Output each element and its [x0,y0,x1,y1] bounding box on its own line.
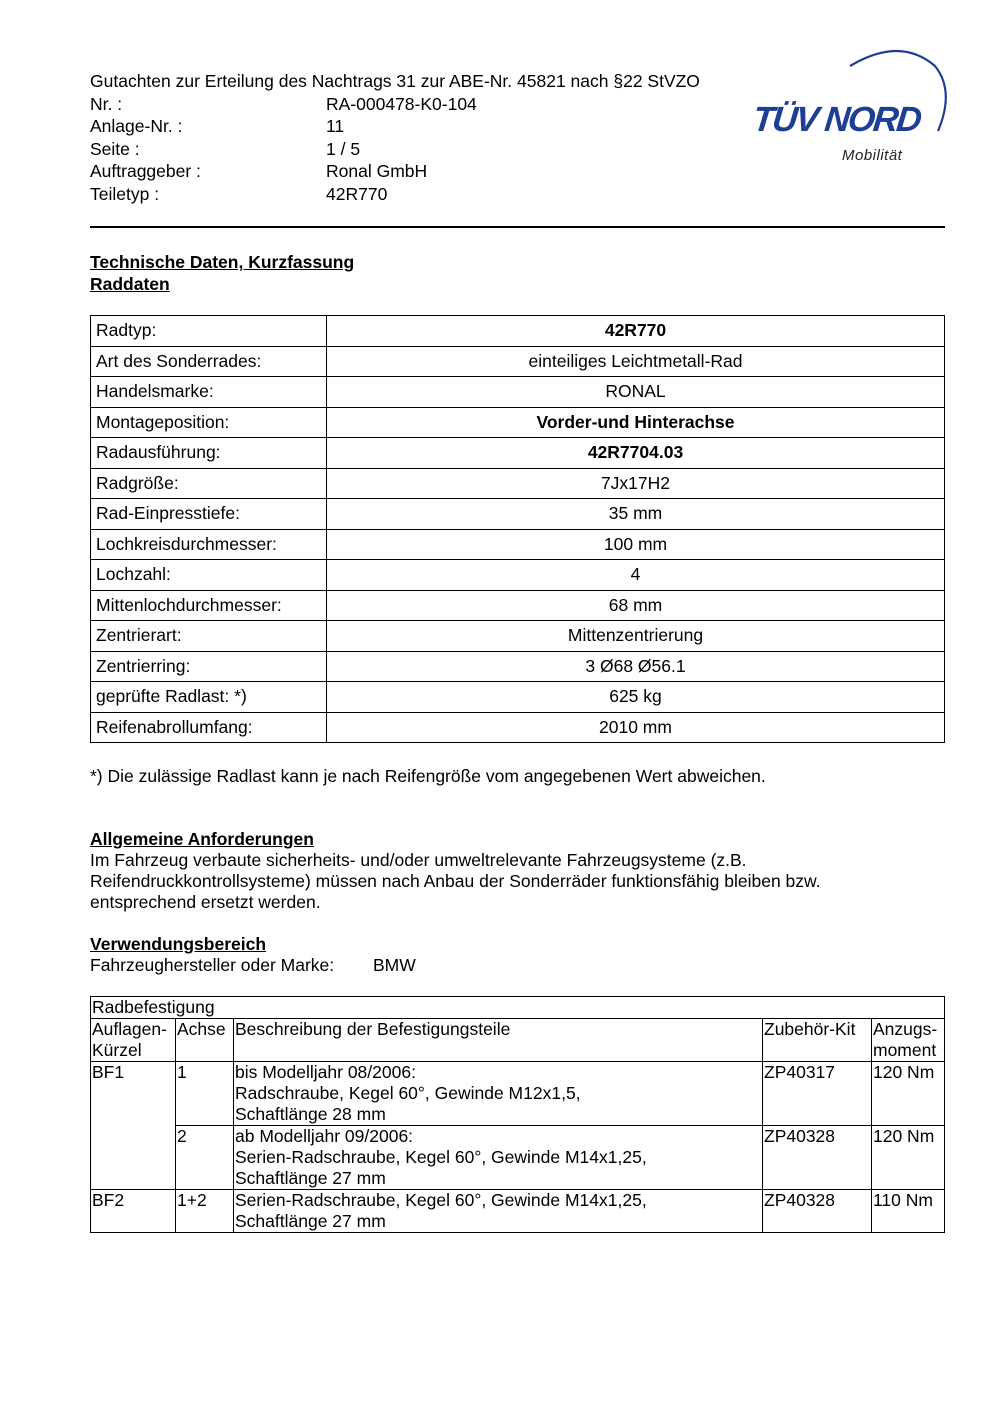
raddaten-row [91,346,945,377]
header-field-key: Seite : [90,138,140,159]
achse-cell: 2 [176,1126,234,1190]
table-title: Radbefestigung [91,997,945,1019]
raddaten-key: Rad-Einpresstiefe: [91,499,327,530]
footnote: *) Die zulässige Radlast kann je nach Reifengröße vom angegebenen Wert abweichen. [90,766,766,786]
section-heading: Technische Daten, Kurzfassung [90,252,355,272]
moment-cell: 120 Nm [872,1062,945,1126]
usage-section [90,933,416,976]
raddaten-key: Zentrierring: [91,651,327,682]
raddaten-value: Mittenzentrierung [327,621,945,652]
raddaten-value: 35 mm [327,499,945,530]
raddaten-value: 68 mm [327,590,945,621]
header-field-value: RA-000478-K0-104 [326,93,477,114]
raddaten-row [91,712,945,743]
raddaten-key: Mittenlochdurchmesser: [91,590,327,621]
raddaten-value: einteiliges Leichtmetall-Rad [327,346,945,377]
paragraph-line: Reifendruckkontrollsysteme) müssen nach Anbau der Sonderräder funktionsfähig bleiben bzw. [90,871,821,891]
raddaten-value: 42R7704.03 [327,438,945,469]
raddaten-row [91,529,945,560]
raddaten-row [91,468,945,499]
header-field-key: Auftraggeber : [90,161,201,181]
section-heading: Allgemeine Anforderungen [90,829,314,849]
header-field-value: 1 / 5 [326,138,361,159]
manufacturer-label: Fahrzeughersteller oder Marke: [90,955,335,975]
raddaten-value: 625 kg [327,682,945,713]
beschreibung-cell: Serien-Radschraube, Kegel 60°, Gewinde M14x1,25, Schaftlänge 27 mm [234,1190,763,1233]
achse-cell: 1+2 [176,1190,234,1233]
kuerzel-cell: BF2 [91,1190,176,1233]
raddaten-key: Montageposition: [91,407,327,438]
kit-cell: ZP40328 [763,1126,872,1190]
raddaten-key: Radgröße: [91,468,327,499]
manufacturer-row [90,955,416,976]
raddaten-row [91,407,945,438]
raddaten-value: Vorder-und Hinterachse [327,407,945,438]
table-row [91,1126,945,1190]
logo-name: TÜV NORD [751,100,922,139]
kuerzel-cell: BF1 [91,1062,176,1190]
column-header: Zubehör-Kit [763,1019,872,1062]
table-row [91,1190,945,1233]
raddaten-row [91,560,945,591]
raddaten-key: Lochkreisdurchmesser: [91,529,327,560]
logo-subtitle: Mobilität [842,147,903,164]
header-field-key: Teiletyp : [90,183,160,204]
raddaten-value: 2010 mm [327,712,945,743]
column-header: Beschreibung der Befestigungsteile [234,1019,763,1062]
kit-cell: ZP40317 [763,1062,872,1126]
raddaten-row [91,651,945,682]
table-row [91,1062,945,1126]
header-field-auftraggeber [90,160,790,183]
raddaten-row [91,590,945,621]
header-field-seite [90,138,790,161]
raddaten-value: 4 [327,560,945,591]
section-heading: Verwendungsbereich [90,934,267,954]
raddaten-key: Reifenabrollumfang: [91,712,327,743]
table-header-row [91,1019,945,1062]
subsection-heading: Raddaten [90,274,170,294]
raddaten-key: Art des Sonderrades: [91,346,327,377]
beschreibung-cell: ab Modelljahr 09/2006: Serien-Radschraube, Kegel 60°, Gewinde M14x1,25, Schaftlänge 27 mm [234,1126,763,1190]
column-header: Achse [176,1019,234,1062]
raddaten-value: 3 Ø68 Ø56.1 [327,651,945,682]
raddaten-key: Radausführung: [91,438,327,469]
technical-data-section [90,251,354,295]
manufacturer-value: BMW [373,955,416,975]
achse-cell: 1 [176,1062,234,1126]
document-title: Gutachten zur Erteilung des Nachtrags 31 zur ABE-Nr. 45821 nach §22 StVZO [90,71,700,91]
header-field-teiletyp [90,183,790,206]
raddaten-key: geprüfte Radlast: *) [91,682,327,713]
raddaten-key: Zentrierart: [91,621,327,652]
raddaten-row [91,621,945,652]
moment-cell: 120 Nm [872,1126,945,1190]
raddaten-row [91,499,945,530]
header-field-value: 11 [326,116,345,136]
raddaten-key: Radtyp: [91,316,327,347]
raddaten-row [91,377,945,408]
tuev-nord-logo [750,46,950,171]
raddaten-row [91,438,945,469]
header-field-value: 42R770 [326,183,388,204]
column-header: Anzugs- moment [872,1019,945,1062]
raddaten-value: 42R770 [327,316,945,347]
raddaten-table [90,315,945,743]
header-field-key: Nr. : [90,93,123,114]
header-field-key: Anlage-Nr. : [90,116,183,136]
raddaten-row [91,682,945,713]
header-divider [90,226,945,228]
column-header: Auflagen- Kürzel [91,1019,176,1062]
general-requirements-section [90,828,945,913]
header-field-value: Ronal GmbH [326,161,428,181]
raddaten-value: RONAL [327,377,945,408]
raddaten-key: Handelsmarke: [91,377,327,408]
raddaten-value: 100 mm [327,529,945,560]
table-title-row [91,997,945,1019]
header-field-nr [90,93,790,116]
raddaten-value: 7Jx17H2 [327,468,945,499]
raddaten-row [91,316,945,347]
kit-cell: ZP40328 [763,1190,872,1233]
beschreibung-cell: bis Modelljahr 08/2006: Radschraube, Kegel 60°, Gewinde M12x1,5, Schaftlänge 28 mm [234,1062,763,1126]
header-field-anlage [90,115,790,138]
raddaten-key: Lochzahl: [91,560,327,591]
paragraph-line: Im Fahrzeug verbaute sicherheits- und/oder umweltrelevante Fahrzeugsysteme (z.B. [90,850,747,870]
document-header [90,70,790,205]
radbefestigung-table [90,996,945,1233]
paragraph-line: entsprechend ersetzt werden. [90,892,321,912]
moment-cell: 110 Nm [872,1190,945,1233]
